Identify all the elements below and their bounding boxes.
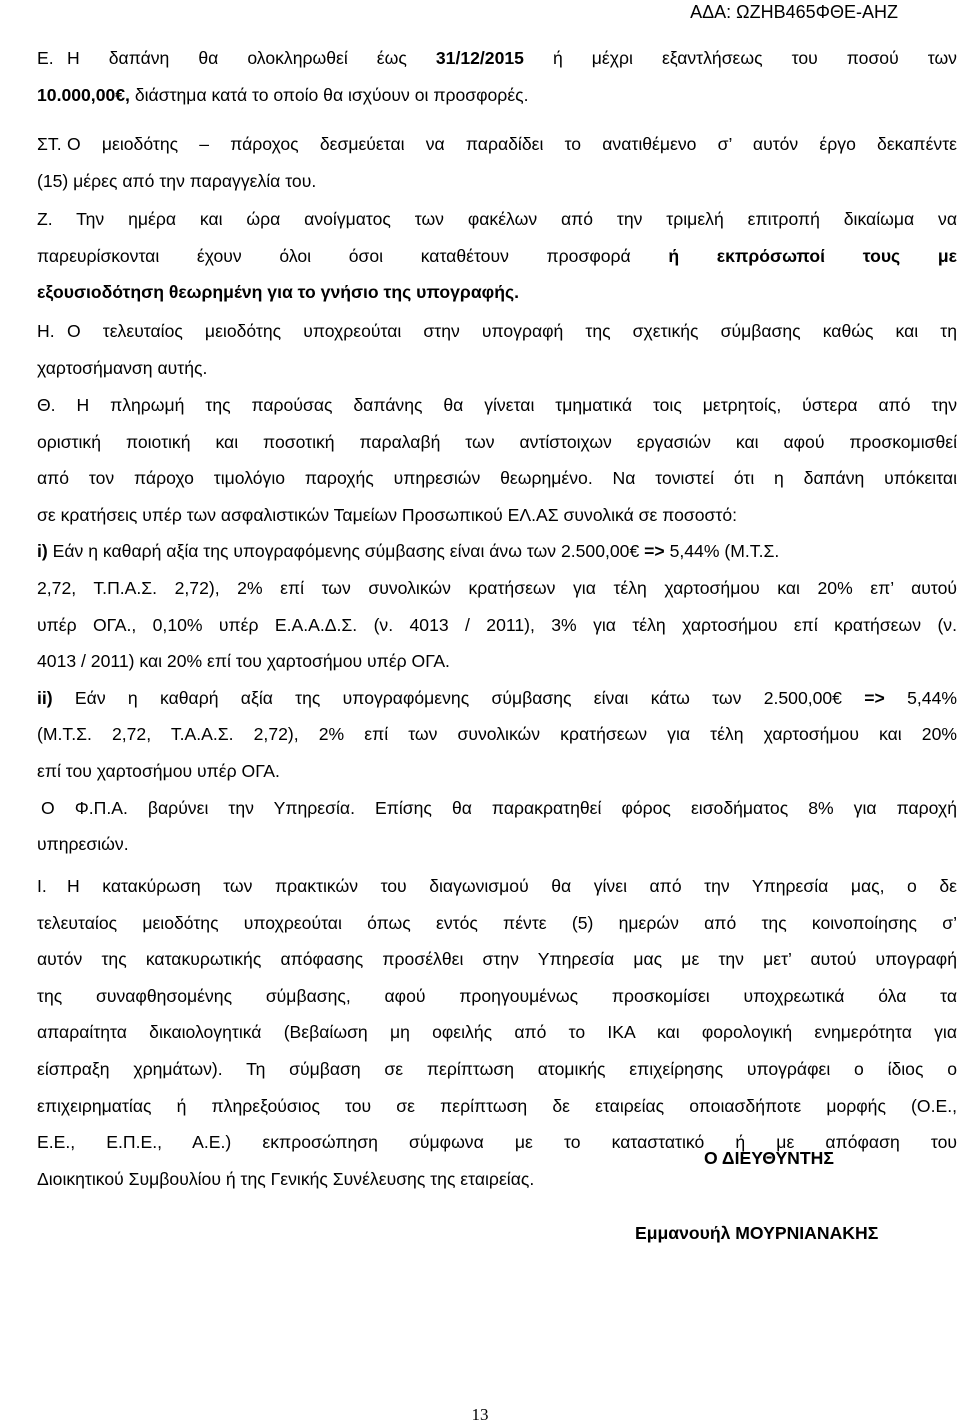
paragraph-i-line-5: απαραίτητα δικαιολογητικά (Βεβαίωση μη οφειλής από το ΙΚΑ και φορολογική ενημερότητα για xyxy=(37,1022,957,1043)
paragraph-e-label: Ε. xyxy=(37,48,54,68)
text-run: Η δαπάνη θα ολοκληρωθεί έως xyxy=(67,48,436,68)
paragraph-i-line-1 xyxy=(37,868,957,905)
paragraph-th-line-5 xyxy=(37,533,957,570)
bold-text: ή εκπρόσωποί τους με xyxy=(668,245,957,266)
text-run: ή μέχρι εξαντλήσεως του ποσού των xyxy=(523,48,957,68)
paragraph-i-line-6: είσπραξη χρημάτων). Τη σύμβαση σε περίπτωση ατομικής επιχείρησης υπογράφει ο ίδιος ο xyxy=(37,1058,957,1079)
text-run: Εάν η καθαρή αξία της υπογραφόμενης σύμβασης είναι άνω των 2.500,00€ xyxy=(47,541,645,562)
paragraph-z-line-2 xyxy=(37,238,957,275)
paragraph-i-line-2: τελευταίος μειοδότης υποχρεούται όπως εντός πέντε (5) ημερών από της κοινοποίησης σ’ xyxy=(37,912,957,933)
paragraph-th-line-1: Θ. Η πληρωμή της παρούσας δαπάνης θα γίνεται τμηματικά τοις μετρητοίς, ύστερα από την xyxy=(37,395,957,415)
paragraph-st-line-2: (15) μέρες από την παραγγελία του. xyxy=(37,170,317,191)
paragraph-i-line-9: Διοικητικού Συμβουλίου ή της Γενικής Συνέλευσης της εταιρείας. xyxy=(37,1168,535,1189)
paragraph-th-line-11: επί του χαρτοσήμου υπέρ ΟΓΑ. xyxy=(37,760,280,781)
paragraph-e-line-1 xyxy=(37,40,957,77)
signature-title: Ο ΔΙΕΥΘΥΝΤΗΣ xyxy=(704,1148,834,1168)
paragraph-i-label: Ι. xyxy=(37,876,47,896)
paragraph-th-line-4: σε κρατήσεις υπέρ των ασφαλιστικών Ταμείων Προσωπικού ΕΛ.ΑΣ συνολικά σε ποσοστό: xyxy=(37,504,738,525)
paragraph-th-line-9 xyxy=(37,680,957,717)
paragraph-th-line-2: οριστική ποιοτική και ποσοτική παραλαβή των αντίστοιχων εργασιών και αφού προσκομισθεί xyxy=(37,431,957,452)
paragraph-i-line-7: επιχειρηματίας ή πληρεξούσιος του σε περίπτωση δε εταιρείας οποιασδήποτε μορφής (Ο.Ε., xyxy=(37,1095,957,1116)
arrow-symbol: => xyxy=(644,541,665,562)
paragraph-i-line-3: αυτόν της κατακυρωτικής απόφασης προσέλθει στην Υπηρεσία μας με την μετ’ αυτού υπογραφή xyxy=(37,949,957,970)
text-run: παρευρίσκονται έχουν όλοι όσοι καταθέτουν προσφορά xyxy=(37,245,669,266)
paragraph-i-line-4: της συναφθησομένης σύμβασης, αφού προηγουμένως προσκομίσει υποχρεωτικά όλα τα xyxy=(37,985,957,1006)
arrow-symbol: => xyxy=(864,687,885,708)
budget-amount: 10.000,00€, xyxy=(37,84,130,105)
paragraph-th-line-7: υπέρ ΟΓΑ., 0,10% υπέρ Ε.Α.Α.Δ.Σ. (ν. 4013 / 2011), 3% για τέλη χαρτοσήμου επί κρατήσεων (ν. xyxy=(37,614,957,635)
deadline-date: 31/12/2015 xyxy=(435,48,524,68)
text-run: Η κατακύρωση των πρακτικών του διαγωνισμού θα γίνει από την Υπηρεσία μας, ο δε xyxy=(67,876,957,896)
paragraph-th-line-6: 2,72, Τ.Π.Α.Σ. 2,72), 2% επί των συνολικών κρατήσεων για τέλη χαρτοσήμου και 20% επ’ αυτού xyxy=(37,577,957,598)
paragraph-th-line-12: Ο Φ.Π.Α. βαρύνει την Υπηρεσία. Επίσης θα παρακρατηθεί φόρος εισοδήματος 8% για παροχή xyxy=(41,797,957,818)
paragraph-h xyxy=(37,313,957,386)
paragraph-e xyxy=(37,40,957,113)
text-run: διάστημα κατά το οποίο θα ισχύουν οι προσφορές. xyxy=(129,84,529,105)
paragraph-th-line-10: (Μ.Τ.Σ. 2,72, Τ.Α.Α.Σ. 2,72), 2% επί των συνολικών κρατήσεων για τέλη χαρτοσήμου και 20% xyxy=(37,724,957,745)
ada-code: ΑΔΑ: ΩΖΗΒ465ΦΘΕ-ΑΗΖ xyxy=(690,2,898,22)
paragraph-h-line-2: χαρτοσήμανση αυτής. xyxy=(37,357,208,378)
paragraph-th-line-13: υπηρεσιών. xyxy=(37,834,129,855)
paragraph-st-line-1 xyxy=(37,126,957,163)
page-number: 13 xyxy=(471,1405,489,1424)
paragraph-st xyxy=(37,126,957,199)
text-run: 5,44% (Μ.Τ.Σ. xyxy=(664,541,780,562)
case-label: ii) xyxy=(37,687,53,708)
signature-name: Εμμανουήλ ΜΟΥΡΝΙΑΝΑΚΗΣ xyxy=(635,1223,879,1243)
paragraph-i-line-8: Ε.Ε., Ε.Π.Ε., Α.Ε.) εκπροσώπηση σύμφωνα με το καταστατικό ή με απόφαση του xyxy=(37,1132,957,1153)
text-run: Εάν η καθαρή αξία της υπογραφόμενης σύμβασης είναι κάτω των 2.500,00€ xyxy=(52,687,865,708)
paragraph-z-line-3: εξουσιοδότηση θεωρημένη για το γνήσιο της υπογραφής. xyxy=(37,282,520,303)
paragraph-z-line-1: Ζ. Την ημέρα και ώρα ανοίγματος των φακέλων από την τριμελή επιτροπή δικαίωμα να xyxy=(37,209,957,229)
paragraph-e-line-2 xyxy=(37,77,957,114)
paragraph-h-line-1 xyxy=(37,313,957,350)
text-run: Ο μειοδότης – πάροχος δεσμεύεται να παραδίδει το ανατιθέμενο σ’ αυτόν έργο δεκαπέντε xyxy=(67,134,957,154)
paragraph-h-label: Η. xyxy=(37,321,55,341)
text-run: Ο τελευταίος μειοδότης υποχρεούται στην υπογραφή της σχετικής σύμβασης καθώς και τη xyxy=(67,321,957,341)
paragraph-th-line-8: 4013 / 2011) και 20% επί του χαρτοσήμου υπέρ ΟΓΑ. xyxy=(37,651,450,672)
paragraph-st-label: ΣΤ. xyxy=(37,134,62,154)
case-label: i) xyxy=(37,541,48,562)
paragraph-th xyxy=(37,387,957,863)
paragraph-th-line-3: από τον πάροχο τιμολόγιο παροχής υπηρεσιών θεωρημένο. Να τονιστεί ότι η δαπάνη υπόκειται xyxy=(37,468,957,489)
text-run: 5,44% xyxy=(884,687,957,708)
paragraph-z xyxy=(37,201,957,311)
